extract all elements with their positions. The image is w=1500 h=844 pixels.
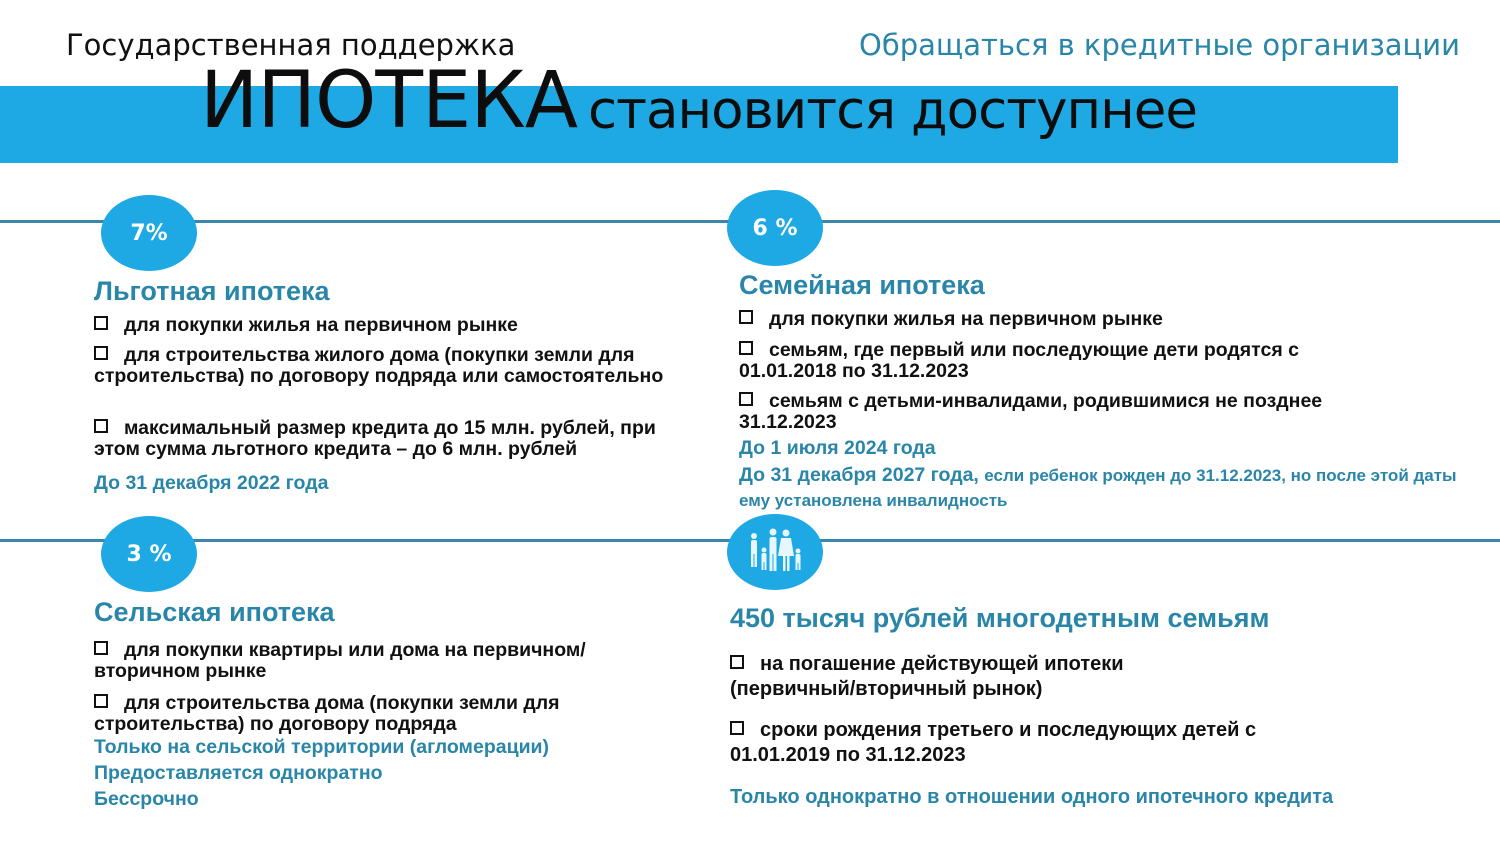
note-rural-1: Только на сельской территории (агломерации) [94, 736, 550, 758]
list-item: для строительства дома (покупки земли для строительства) по договору подряда [94, 692, 560, 735]
family-icon-graphic [740, 524, 810, 580]
list-item: для покупки квартиры или дома на первичном/вторичном рынке [94, 639, 586, 682]
title-mortgage: ИПОТЕКА [200, 56, 578, 146]
section-title-rural: Сельская ипотека [94, 597, 335, 627]
deadline-preferential: До 31 декабря 2022 года [94, 472, 329, 494]
checkbox-icon [94, 641, 108, 655]
header-left-text: Государственная поддержка [66, 28, 516, 62]
checkbox-icon [739, 341, 753, 355]
checkbox-icon [94, 316, 108, 330]
title-subtitle: становится доступнее [588, 80, 1197, 141]
checkbox-icon [94, 419, 108, 433]
list-item: для покупки жилья на первичном рынке [739, 309, 1439, 330]
list-item: семьям, где первый или последующие дети родятся с 01.01.2018 по 31.12.2023 [739, 339, 1299, 382]
list-item: для покупки жилья на первичном рынке [94, 315, 694, 336]
checkbox-icon [94, 346, 108, 360]
deadline-family-2: До 31 декабря 2027 года, если ребенок рожден до 31.12.2023, но после этой даты ему установлена инвалидность [739, 464, 1457, 510]
list-item: максимальный размер кредита до 15 млн. рублей, при этом сумма льготного кредита – до 6 млн. рублей [94, 417, 656, 460]
note-large-families: Только однократно в отношении одного ипотечного кредита [730, 786, 1334, 808]
section-title-preferential: Льготная ипотека [94, 276, 330, 306]
section-title-large-families: 450 тысяч рублей многодетным семьям [730, 603, 1270, 633]
family-icon [727, 514, 823, 590]
checkbox-icon [94, 694, 108, 708]
checkbox-icon [730, 721, 744, 735]
list-item: семьям с детьми-инвалидами, родившимися не позднее 31.12.2023 [739, 390, 1323, 433]
section-title-family: Семейная ипотека [739, 270, 985, 300]
checkbox-icon [739, 392, 753, 406]
rate-badge-rural: 3 % [101, 516, 197, 592]
deadline-family-1: До 1 июля 2024 года [739, 437, 936, 459]
list-item: сроки рождения третьего и последующих детей с 01.01.2019 по 31.12.2023 [730, 719, 1257, 766]
rate-badge-preferential: 7% [101, 195, 197, 271]
rate-badge-family: 6 % [727, 190, 823, 266]
checkbox-icon [730, 655, 744, 669]
checkbox-icon [739, 310, 753, 324]
note-rural-2: Предоставляется однократно [94, 762, 383, 784]
list-item: на погашение действующей ипотеки (первичный/вторичный рынок) [730, 653, 1124, 700]
list-item: для строительства жилого дома (покупки земли для строительства) по договору подряда или самостоятельно [94, 344, 664, 387]
note-rural-3: Бессрочно [94, 788, 199, 810]
header-contact-text: Обращаться в кредитные организации [859, 28, 1460, 62]
